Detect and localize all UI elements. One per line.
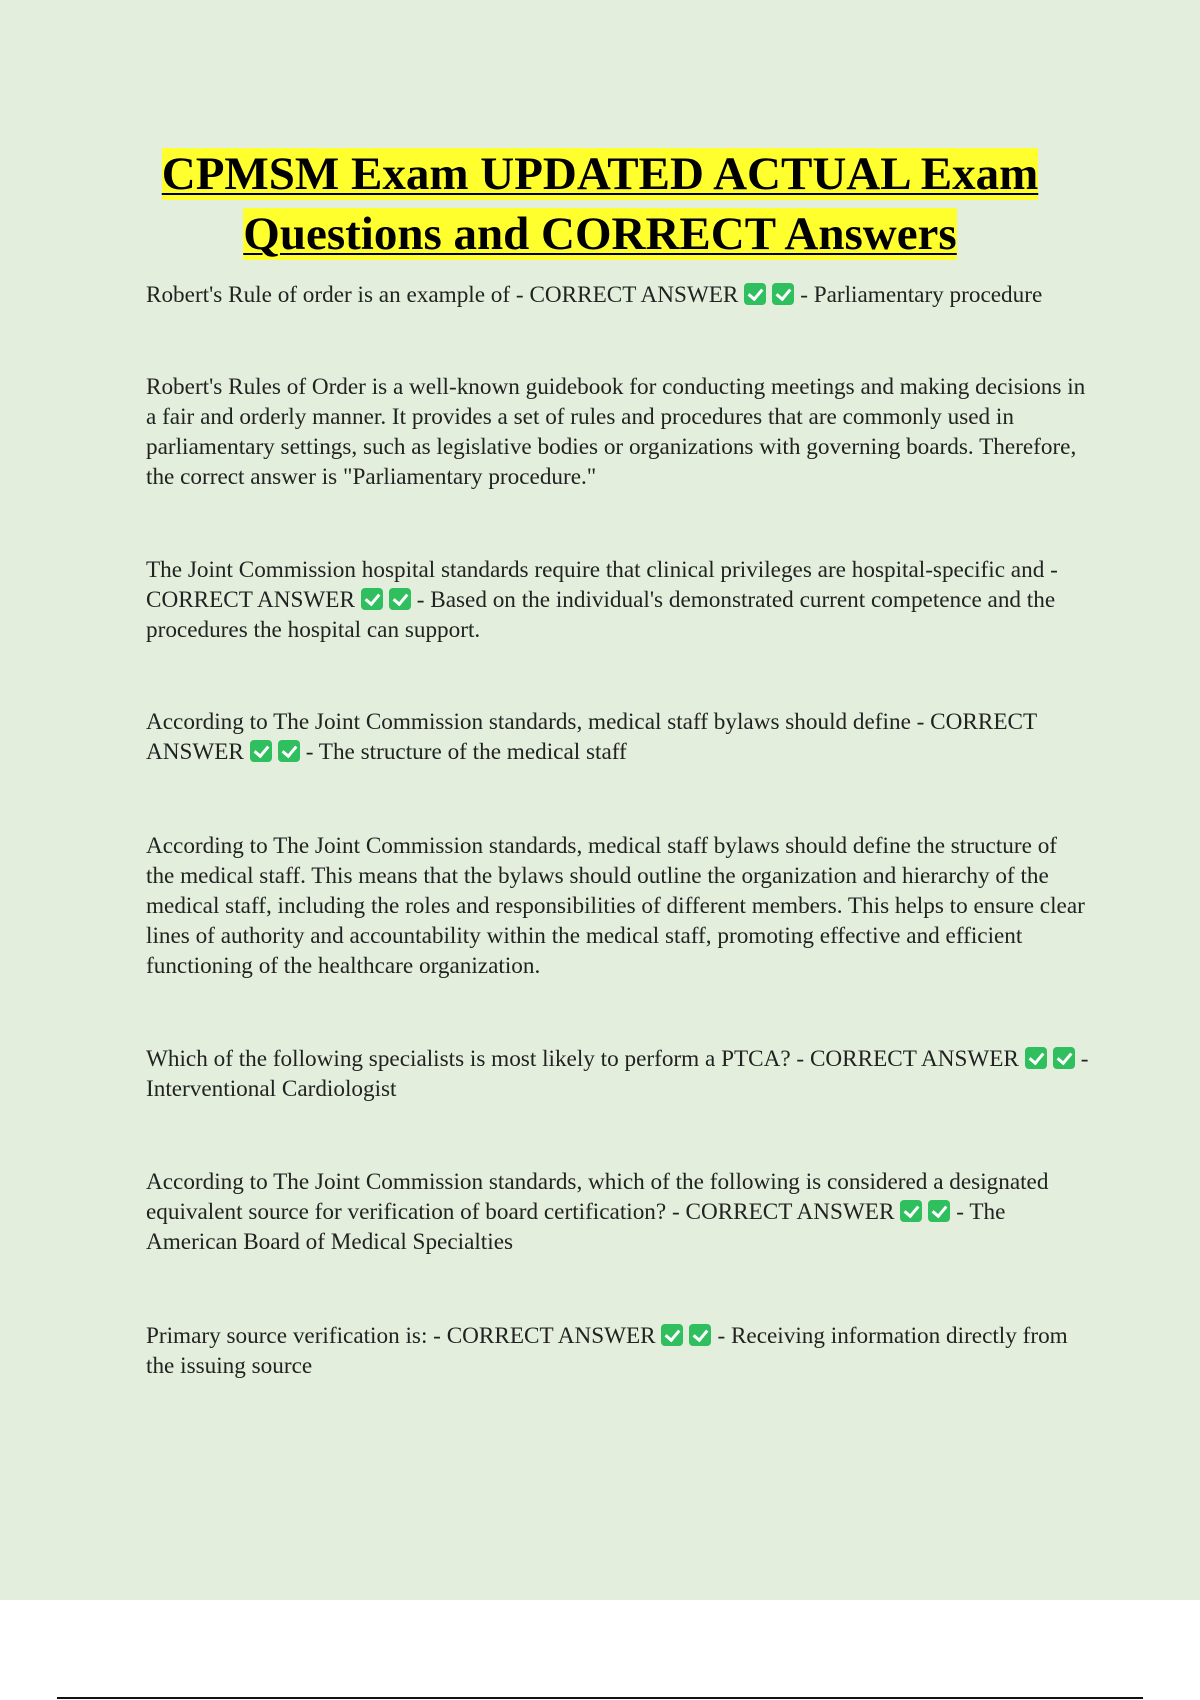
check-mark-icon <box>1025 1047 1047 1069</box>
question-text: According to The Joint Commission standards, medical staff bylaws should define - CORRECT ANSWER <box>146 709 1037 765</box>
answer-text: - The American Board of Medical Specialties <box>146 1199 1006 1255</box>
check-mark-icon <box>250 740 272 762</box>
answer-text: - Receiving information directly from the issuing source <box>146 1323 1068 1379</box>
explanation-text: Robert's Rules of Order is a well-known guidebook for conducting meetings and making decisions in a fair and orderly manner. It provides a set of rules and procedures that are commonly used in parliamentary settings, such as legislative bodies or organizations with governing boards. Therefore, the correct answer is "Parliamentary procedure." <box>146 374 1086 490</box>
answer-text: - Parliamentary procedure <box>800 282 1043 308</box>
question-text: According to The Joint Commission standards, which of the following is considered a designated equivalent source for verification of board certification? - CORRECT ANSWER <box>146 1169 1049 1225</box>
check-mark-icon <box>278 740 300 762</box>
qa-item <box>146 1167 1091 1257</box>
check-mark-icon <box>928 1200 950 1222</box>
question-text: Robert's Rule of order is an example of - CORRECT ANSWER <box>146 282 739 308</box>
title-line-1: CPMSM Exam UPDATED ACTUAL Exam <box>161 148 1039 200</box>
qa-item <box>146 707 1091 767</box>
check-mark-icon <box>1053 1047 1075 1069</box>
explanation-text: According to The Joint Commission standards, medical staff bylaws should define the structure of the medical staff. This means that the bylaws should outline the organization and hierarchy of the medical staff, including the roles and responsibilities of different members. This helps to ensure clear lines of authority and accountability within the medical staff, promoting effective and efficient functioning of the healthcare organization. <box>146 833 1085 979</box>
footer-divider <box>57 1697 1143 1699</box>
qa-item <box>146 280 1091 310</box>
explanation-paragraph <box>146 372 1091 492</box>
title-line-2: Questions and CORRECT Answers <box>243 208 957 260</box>
qa-item <box>146 555 1091 645</box>
answer-text: - Based on the individual's demonstrated current competence and the procedures the hospital can support. <box>146 587 1056 643</box>
answer-text: - Interventional Cardiologist <box>146 1046 1089 1102</box>
explanation-paragraph <box>146 831 1091 981</box>
qa-item <box>146 1044 1091 1104</box>
question-text: Which of the following specialists is most likely to perform a PTCA? - CORRECT ANSWER <box>146 1046 1019 1072</box>
document-body <box>146 280 1091 1381</box>
check-mark-icon <box>361 588 383 610</box>
check-mark-icon <box>772 283 794 305</box>
check-mark-icon <box>744 283 766 305</box>
qa-item <box>146 1321 1091 1381</box>
check-mark-icon <box>900 1200 922 1222</box>
document-title <box>0 144 1200 264</box>
question-text: The Joint Commission hospital standards require that clinical privileges are hospital-specific and - CORRECT ANSWER <box>146 557 1058 613</box>
answer-text: - The structure of the medical staff <box>305 739 627 765</box>
question-text: Primary source verification is: - CORRECT ANSWER <box>146 1323 656 1349</box>
check-mark-icon <box>389 588 411 610</box>
check-mark-icon <box>661 1324 683 1346</box>
check-mark-icon <box>689 1324 711 1346</box>
